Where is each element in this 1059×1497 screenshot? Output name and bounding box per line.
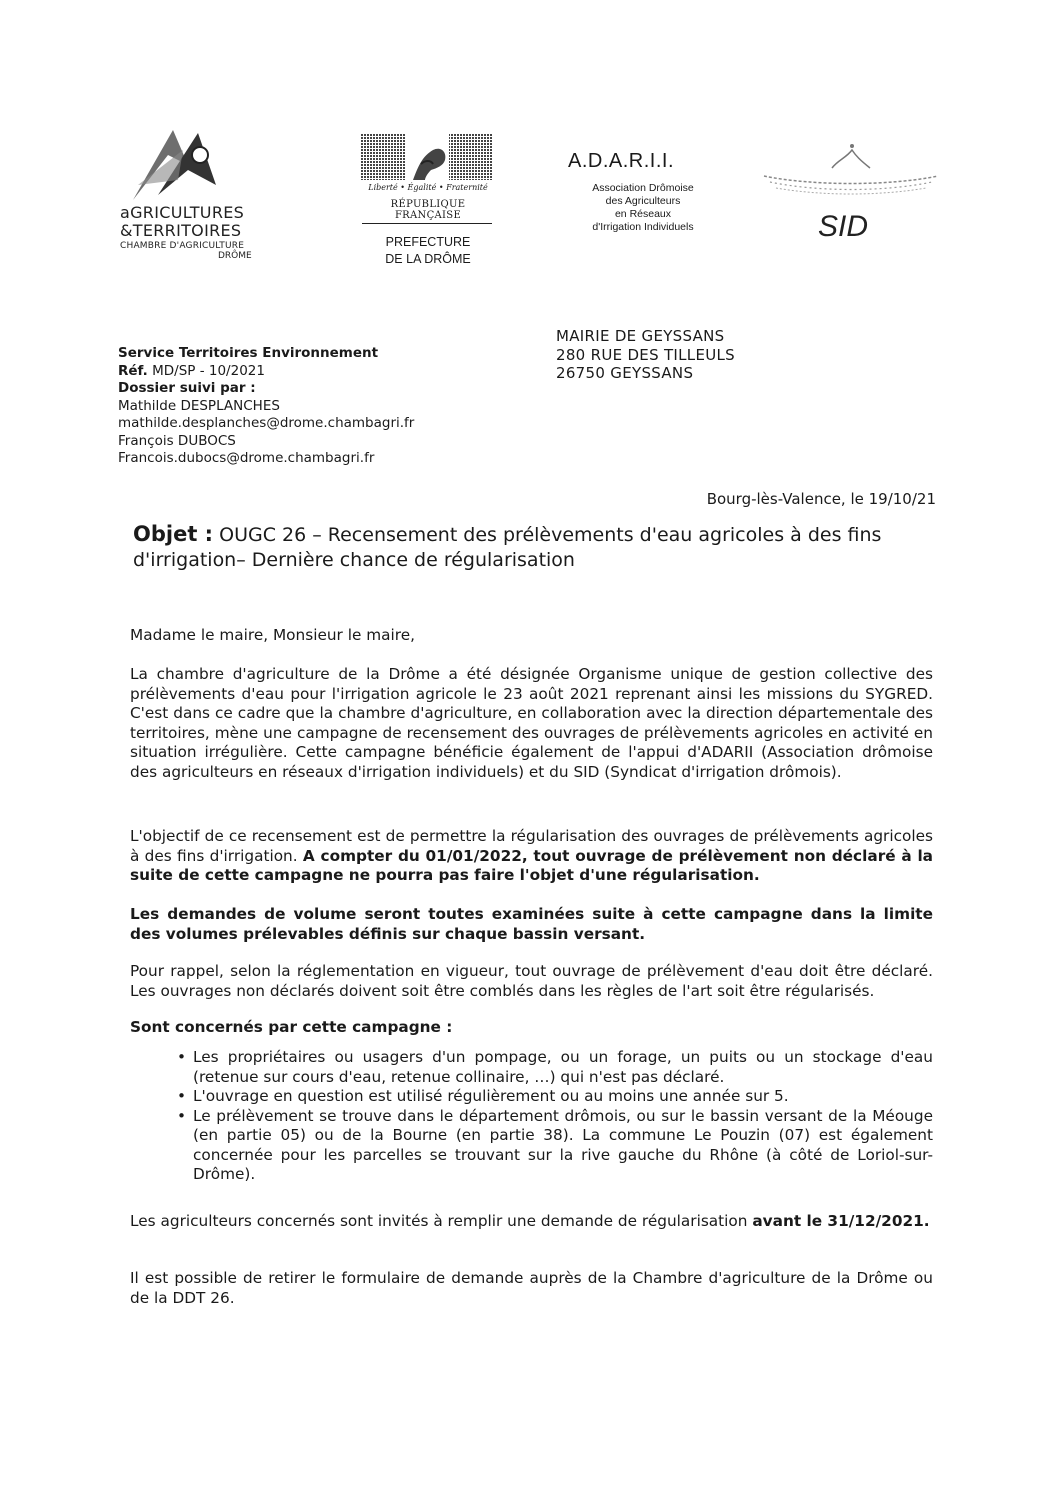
bullet-icon: • — [177, 1087, 187, 1105]
paragraph-5 — [130, 1212, 933, 1232]
paragraph-2-emphasis: A compter du 01/01/2022, tout ouvrage de prélèvement non déclaré à la suite de cette campagne ne pourra pas faire l'objet d'une régularisation. — [130, 846, 934, 884]
place-date: Bourg-lès-Valence, le 19/10/21 — [706, 490, 936, 508]
republic-name: RÉPUBLIQUE FRANÇAISE — [390, 199, 466, 221]
republic-motto: Liberté • Égalité • Fraternité — [368, 183, 488, 192]
adarii-line: en Réseaux — [614, 208, 672, 220]
paragraph-4: Pour rappel, selon la réglementation en vigueur, tout ouvrage de prélèvement d'eau doit être déclaré. Les ouvrages non déclarés doivent soit être comblés dans les règles de l'art soit être régularisés. — [130, 962, 933, 1000]
prefecture-name — [356, 234, 500, 268]
subject-label: Objet : — [133, 522, 214, 546]
recipient-address — [556, 327, 735, 383]
recipient-line: 26750 GEYSSANS — [556, 364, 694, 382]
sender-reference — [118, 363, 414, 381]
logo-agri-line4: DRÔME — [218, 251, 252, 261]
sid-logo-text: SID — [818, 210, 869, 243]
subject-text: OUGC 26 – Recensement des prélèvements d'eau agricoles à des fins d'irrigation– Dernière chance de régularisation — [133, 524, 882, 571]
reference-value: MD/SP - 10/2021 — [152, 362, 265, 379]
chambre-agriculture-logo-text — [120, 205, 270, 261]
prefecture-divider — [362, 223, 492, 224]
paragraph-1: La chambre d'agriculture de la Drôme a été désignée Organisme unique de gestion collective des prélèvements d'eau pour l'irrigation agricole le 23 août 2021 reprenant ainsi les missions du SYGRED. C'est dans ce cadre que la chambre d'agriculture, en collaboration avec la direction départementale des territoires, mène une campagne de recensement des ouvrages de prélèvements agricoles en activité en situation irrégulière. Cette campagne bénéficie également de l'appui d'ADARII (Association drômoise des agriculteurs en réseaux d'irrigation individuels) et du SID (Syndicat d'irrigation drômois). — [130, 665, 933, 781]
adarii-title: A.D.A.R.I.I. — [568, 150, 675, 172]
paragraph-5-deadline: avant le 31/12/2021. — [752, 1212, 930, 1230]
contact-email: mathilde.desplanches@drome.chambagri.fr — [118, 415, 415, 431]
sender-service: Service Territoires Environnement — [118, 345, 379, 361]
contact-name: François DUBOCS — [118, 432, 236, 449]
logo-agri-line3: CHAMBRE D'AGRICULTURE — [120, 241, 245, 251]
adarii-subtitle — [548, 182, 738, 234]
reference-label: Réf. — [118, 362, 148, 379]
paragraph-6: Il est possible de retirer le formulaire de demande auprès de la Chambre d'agriculture de la Drôme ou de la DDT 26. — [130, 1269, 933, 1307]
followed-by-label: Dossier suivi par : — [118, 380, 256, 396]
sid-logo-mark — [762, 138, 940, 198]
list-item-text: Les propriétaires ou usagers d'un pompage, ou un forage, un puits ou un stockage d'eau (retenue sur cours d'eau, retenue collinaire, …) qui n'est pas déclaré. — [193, 1048, 933, 1086]
recipient-line: 280 RUE DES TILLEULS — [556, 345, 735, 364]
bullet-icon: • — [177, 1048, 187, 1066]
list-item-text: L'ouvrage en question est utilisé régulièrement ou au moins une année sur 5. — [193, 1087, 789, 1105]
list-item — [160, 1087, 933, 1107]
chambre-agriculture-logo-mark — [128, 125, 218, 205]
recipient-line: MAIRIE DE GEYSSANS — [556, 327, 725, 345]
salutation: Madame le maire, Monsieur le maire, — [130, 626, 415, 644]
logo-agri-line1: aGRICULTURES — [120, 203, 245, 222]
list-item — [160, 1048, 933, 1087]
contact-email: Francois.dubocs@drome.chambagri.fr — [118, 450, 375, 466]
list-item-text: Le prélèvement se trouve dans le département drômois, ou sur le bassin versant de la Méouge (en partie 05) ou de la Bourne (en partie 38). La commune Le Pouzin (07) est également concernée pour les parcelles se trouvant sur la rive gauche du Rhône (à côté de Loriol-sur-Drôme). — [193, 1106, 933, 1183]
concerned-heading: Sont concernés par cette campagne : — [130, 1018, 453, 1036]
paragraph-5-text: Les agriculteurs concernés sont invités à remplir une demande de régularisation — [130, 1212, 753, 1230]
concerned-list — [160, 1048, 933, 1185]
logo-agri-line2: &TERRITOIRES — [120, 221, 242, 240]
bullet-icon: • — [177, 1106, 187, 1125]
contact-name: Mathilde DESPLANCHES — [118, 397, 280, 414]
adarii-line: des Agriculteurs — [605, 195, 681, 207]
sender-block — [118, 345, 414, 468]
prefecture-line2: DE LA DRÔME — [385, 252, 471, 266]
letter-subject — [133, 522, 933, 573]
adarii-line: d'Irrigation Individuels — [592, 221, 694, 233]
marianne-logo — [361, 134, 493, 180]
prefecture-line1: PREFECTURE — [385, 235, 471, 249]
adarii-line: Association Drômoise — [592, 182, 694, 194]
paragraph-2-text: L'objectif de ce recensement est de permettre la régularisation des ouvrages de prélèvements agricoles à des fins d'irrigation. — [130, 827, 933, 865]
paragraph-2 — [130, 827, 933, 886]
list-item — [160, 1107, 933, 1185]
paragraph-3: Les demandes de volume seront toutes examinées suite à cette campagne dans la limite des volumes prélevables définis sur chaque bassin versant. — [130, 905, 933, 943]
